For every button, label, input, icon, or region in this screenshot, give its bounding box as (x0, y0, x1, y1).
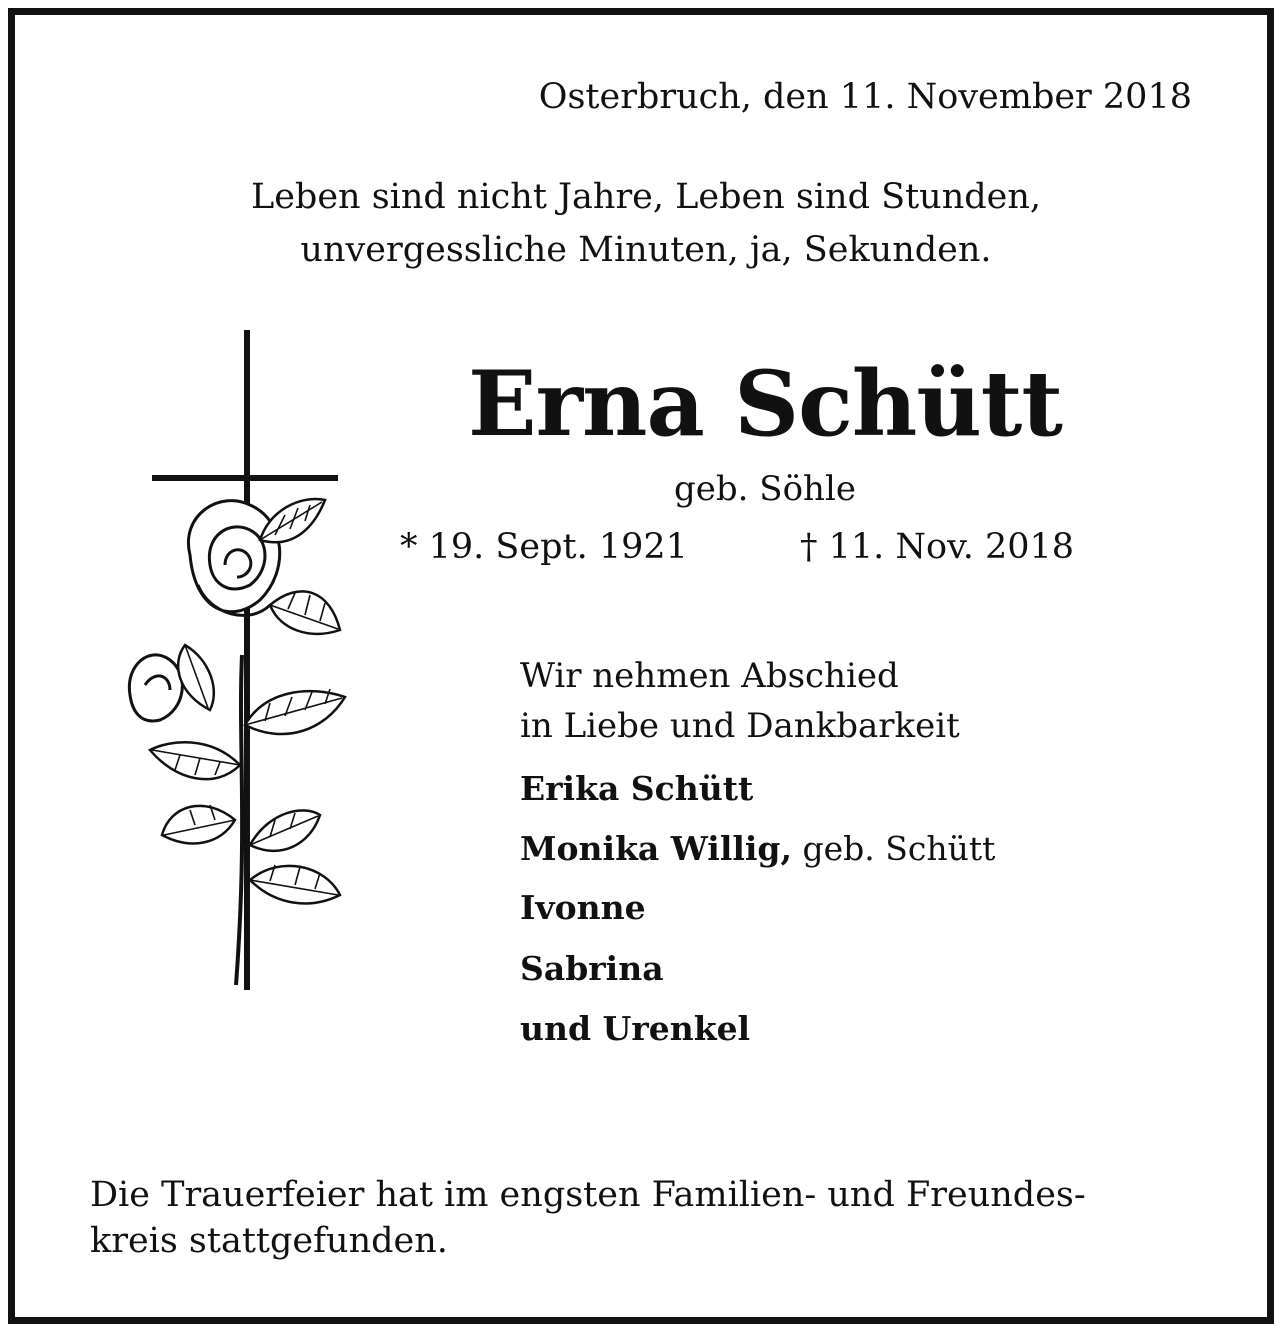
mourner-name: Sabrina (520, 949, 664, 988)
obituary-notice (8, 8, 1274, 1324)
mourner-name: Monika Willig, geb. Schütt (520, 829, 996, 868)
mourner-name: Erika Schütt (520, 769, 754, 808)
deceased-name: Erna Schütt (468, 351, 1062, 457)
cross-with-rose-icon (110, 325, 360, 1005)
footer-line-2: kreis stattgefunden. (90, 1221, 448, 1261)
birth-date: * 19. Sept. 1921 (400, 527, 688, 567)
farewell-line-2: in Liebe und Dankbarkeit (520, 706, 960, 746)
farewell-line-1: Wir nehmen Abschied (520, 656, 899, 696)
mourner-name: Ivonne (520, 888, 646, 927)
footer-line-1: Die Trauerfeier hat im engsten Familien- und Freundes- (90, 1175, 1086, 1215)
mourner-name: und Urenkel (520, 1009, 751, 1048)
death-date: † 11. Nov. 2018 (800, 527, 1075, 567)
maiden-name: geb. Söhle (674, 469, 856, 509)
place-date: Osterbruch, den 11. November 2018 (538, 77, 1192, 117)
verse-line-1: Leben sind nicht Jahre, Leben sind Stunden, (250, 177, 1042, 217)
verse-line-2: unvergessliche Minuten, ja, Sekunden. (300, 230, 992, 270)
